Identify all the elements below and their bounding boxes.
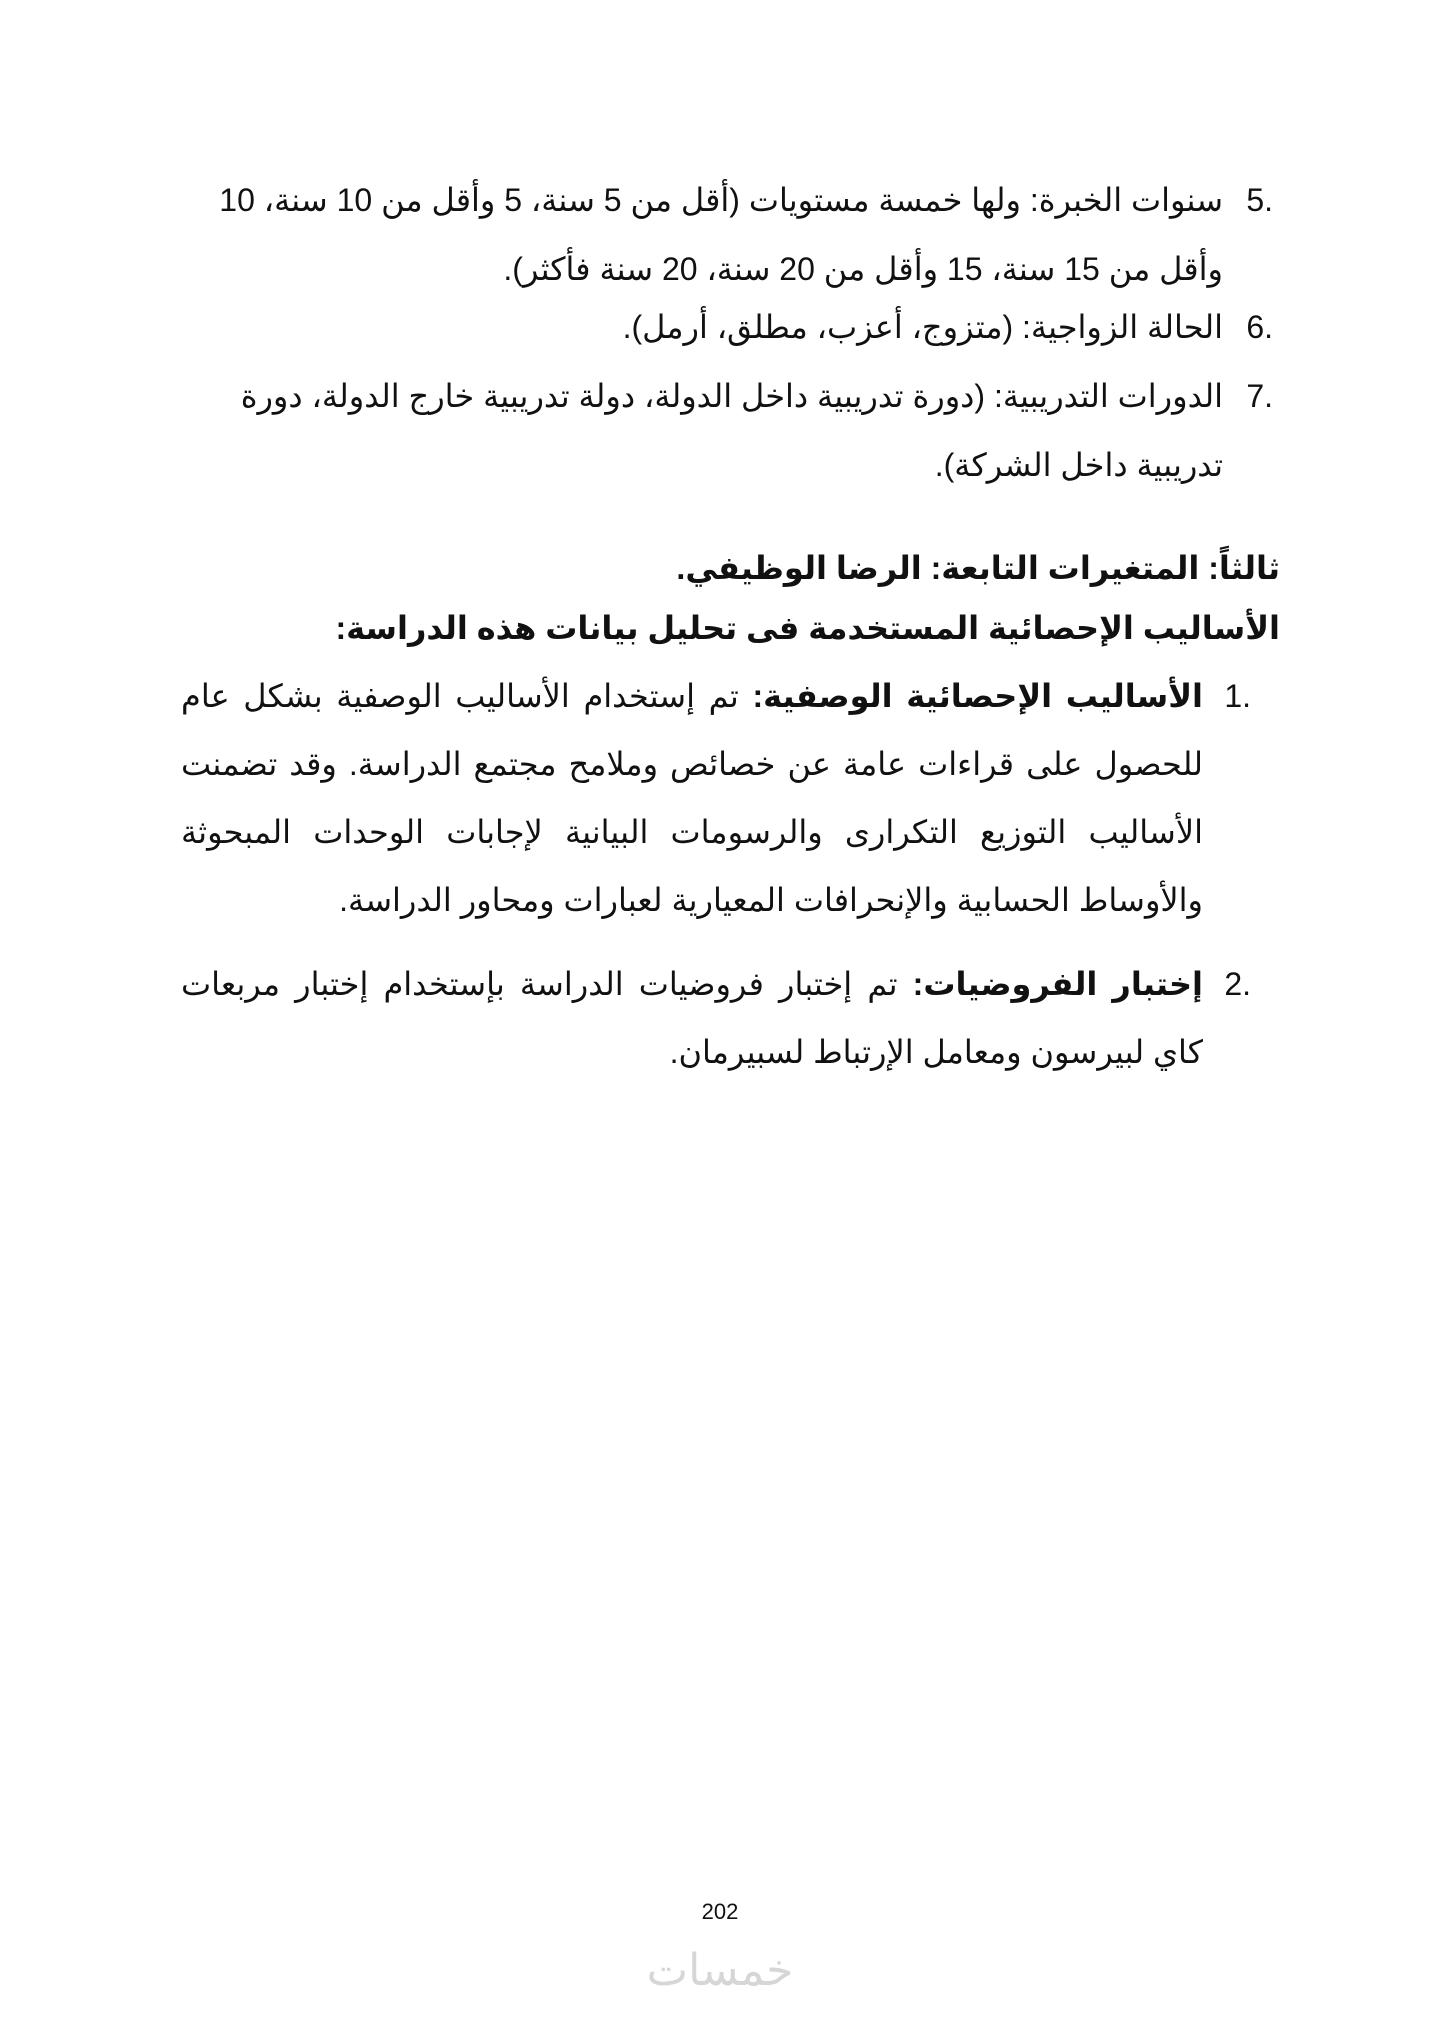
method-number: 1. xyxy=(1224,678,1251,714)
method-title: إختبار الفروضيات: xyxy=(912,966,1204,1002)
list-item-text-line: الدورات التدريبية: (دورة تدريبية داخل الدولة، دولة تدريبية خارج الدولة، دورة xyxy=(240,378,1223,414)
list-item-text-line: سنوات الخبرة: ولها خمسة مستويات (أقل من 5 سنة، 5 وأقل من 10 سنة، 10 xyxy=(219,182,1223,218)
method-number: 2. xyxy=(1224,966,1251,1002)
list-item-text-line: وأقل من 15 سنة، 15 وأقل من 20 سنة، 20 سنة فأكثر). xyxy=(503,251,1223,287)
watermark-logo: خمسات xyxy=(646,1946,794,1995)
method-title: الأساليب الإحصائية الوصفية: xyxy=(752,678,1204,714)
section-heading-dependent-variables: ثالثاً: المتغيرات التابعة: الرضا الوظيفي. xyxy=(676,550,1280,586)
method-item-hypothesis-testing xyxy=(181,950,1251,1086)
list-item-text-line: تدريبية داخل الشركة). xyxy=(934,447,1223,483)
list-item-number: 6. xyxy=(1246,309,1273,345)
method-text: تم إستخدام الأساليب الوصفية بشكل عام للحصول على قراءات عامة عن خصائص وملامح مجتمع الدراسة. وقد تضمنت الأساليب التوزيع التكرارى والرسومات البيانية لإجابات الوحدات المبحوثة والأوساط الحسابية والإنحرافات المعيارية لعبارات ومحاور الدراسة. xyxy=(181,678,1204,918)
list-item-number: 7. xyxy=(1246,378,1273,414)
list-item-marital-status xyxy=(181,293,1273,362)
list-item-text-line: الحالة الزواجية: (متزوج، أعزب، مطلق، أرمل). xyxy=(622,309,1223,345)
section-heading-statistical-methods: الأساليب الإحصائية المستخدمة فى تحليل بيانات هذه الدراسة: xyxy=(335,610,1280,646)
page-number: 202 xyxy=(701,1899,739,1924)
method-text: تم إختبار فروضيات الدراسة بإستخدام إختبار مربعات كاي لبيرسون ومعامل الإرتباط لسبيرمان. xyxy=(181,966,1203,1070)
list-item-number: 5. xyxy=(1246,182,1273,218)
method-item-descriptive xyxy=(181,662,1251,934)
list-item-training-courses xyxy=(181,362,1273,500)
list-item-experience xyxy=(181,166,1273,304)
